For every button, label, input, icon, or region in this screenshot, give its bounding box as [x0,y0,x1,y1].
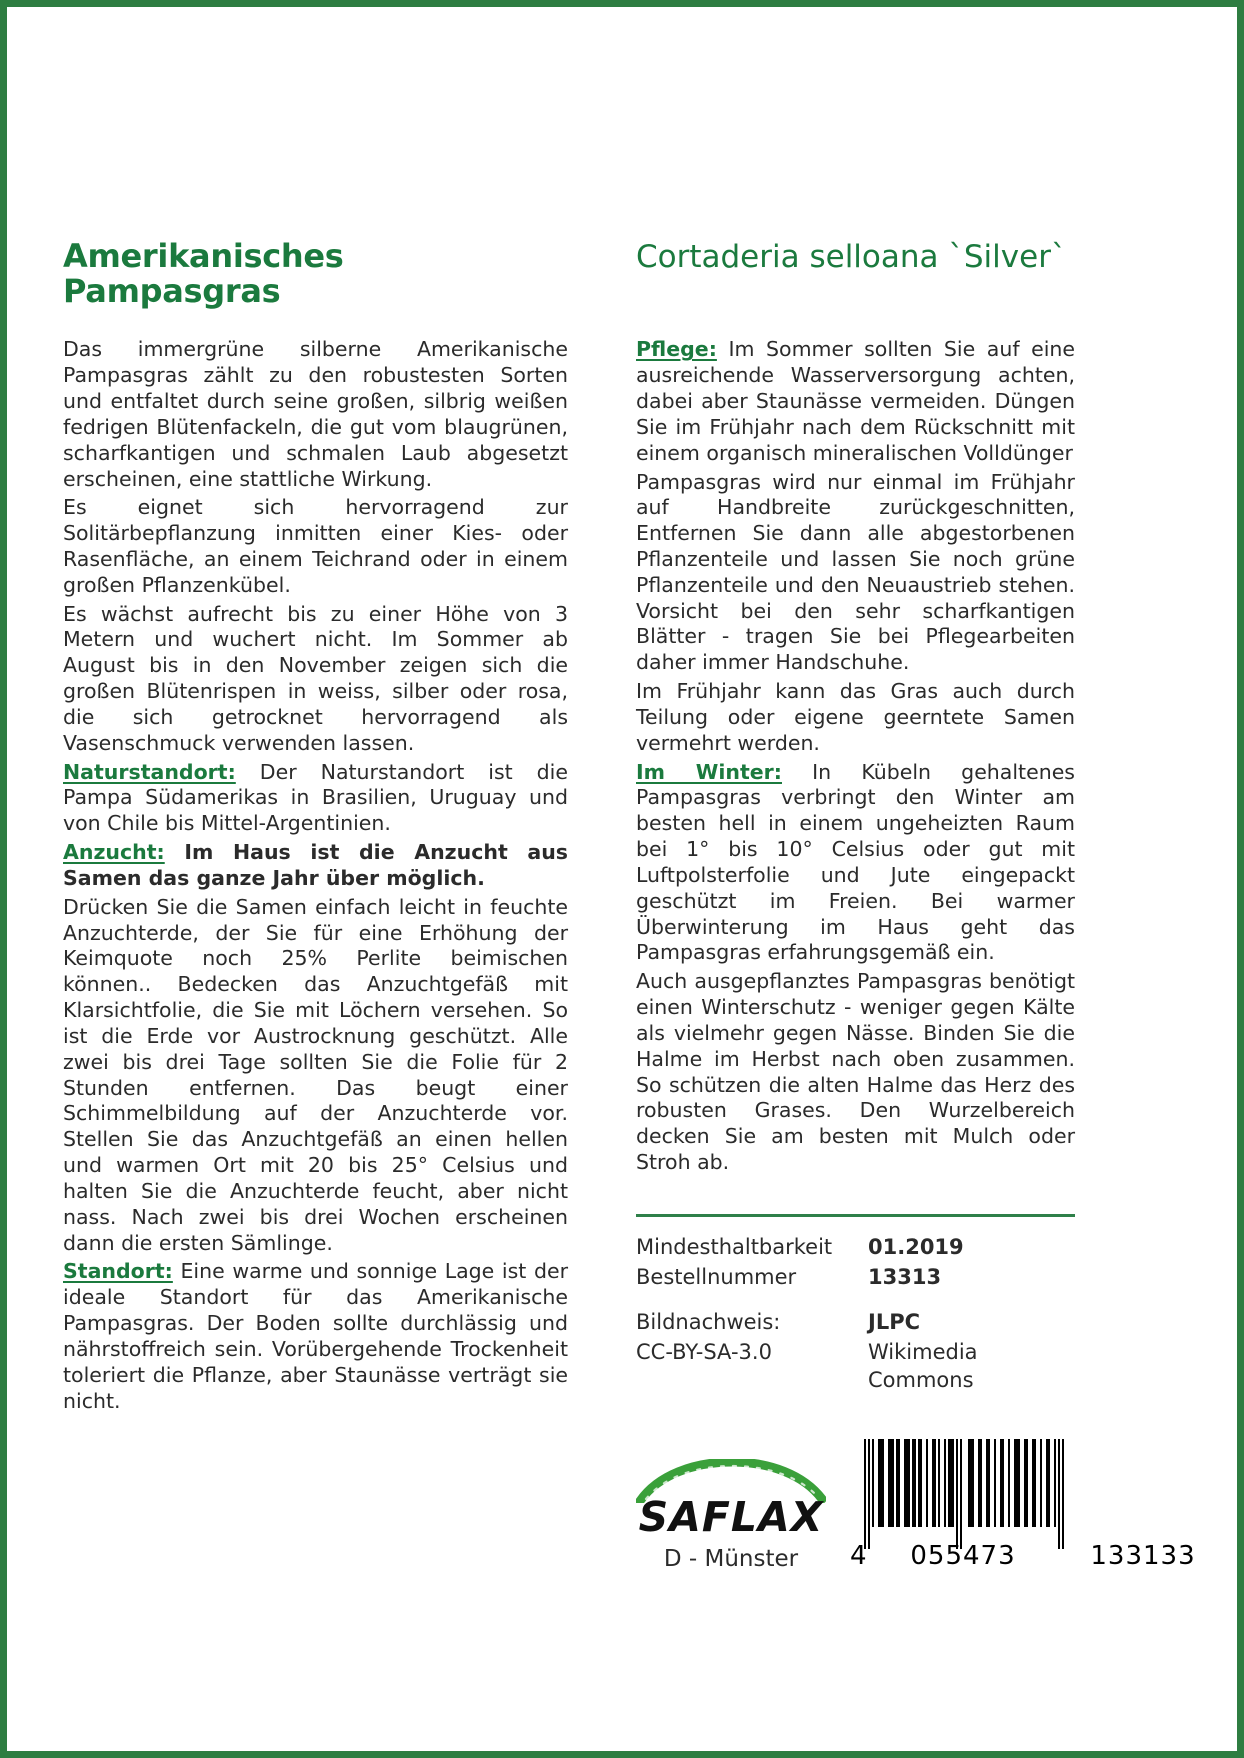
left-column [63,337,568,1570]
paragraph [63,1259,568,1414]
title-row [63,239,1075,309]
metadata-spacer [636,1294,1075,1308]
paragraph [636,470,1075,677]
paragraph-text: Drücken Sie die Samen einfach leicht in feuchte Anzuchterde, der Sie für eine Erhöhung der Keimquote noch 25% Perlite beimischen können.. Bedecken das Anzuchtgefäß mit Klarsichtfolie, die Sie mit Löchern versehen. So ist die Erde vor Austrocknung geschützt. Alle zwei bis drei Tage sollten Sie die Folie für 2 Stunden entfernen. Das beugt einer Schimmelbildung auf der Anzuchterde vor. Stellen Sie das Anzuchtgefäß an einen hellen und warmen Ort mit 20 bis 25° Celsius und halten Sie die Anzuchterde feucht, aber nicht nass. Nach zwei bis drei Wochen erscheinen dann die ersten Sämlinge. [63,894,568,1255]
body-columns [63,337,1196,1572]
paragraph-text: Im Frühjahr kann das Gras auch durch Teilung oder eigene geerntete Samen vermehrt werden. [636,679,1075,755]
section-heading: Naturstandort: [63,759,236,784]
barcode-first-digit: 4 [850,1540,868,1571]
metadata-row [636,1338,1075,1397]
footer-divider [636,1214,1075,1217]
left-paragraph-list [63,337,568,1414]
paragraph-text: Im Haus ist die Anzucht aus Samen das ganze Jahr über möglich. [63,840,568,890]
paragraph [636,679,1075,756]
metadata-row [636,1263,1075,1293]
section-heading: Anzucht: [63,840,165,865]
paragraph-text: Es wächst aufrecht bis zu einer Höhe von 3 Metern und wuchert nicht. Im Sommer ab August bis in den November zeigen sich die großen Blütenrispen in weiss, silber oder rosa, die sich getrocknet hervorragend als Vasenschmuck verwenden lassen. [63,601,568,755]
paragraph [63,337,568,492]
paragraph-text: Eine warme und sonnige Lage ist der ideale Standort für das Amerikanische Pampasgras. Der Boden sollte durchlässig und nährstoffreich sein. Vorübergehende Trockenheit toleriert die Pflanze, aber Staunässe verträgt sie nicht. [63,1259,568,1413]
botanical-name: Cortaderia selloana `Silver` [636,239,1067,275]
metadata-label: Mindesthaltbarkeit [636,1234,833,1259]
paragraph-text: Auch ausgepflanztes Pampasgras benötigt einen Winterschutz - weniger gegen Kälte als vielmehr gegen Nässe. Binden Sie die Halme im Herbst nach oben zusammen. So schützen die alten Halme das Herz des robusten Grases. Den Wurzelbereich decken Sie am besten mit Mulch oder Stroh ab. [636,969,1075,1175]
label-content [63,237,1196,1572]
paragraph-text: In Kübeln gehaltenes Pampasgras verbringt den Winter am besten hell in einem ungeheizten Raum bei 1° bis 10° Celsius oder gut mit Luftpolsterfolie und Jute eingepackt geschützt im Freien. Bei warmer Überwinterung im Haus geht das Pampasgras erfahrungsgemäß ein. [636,759,1075,965]
metadata-value: JLPC [868,1309,920,1334]
metadata-row [636,1308,1075,1338]
paragraph [636,969,1075,1176]
paragraph [63,602,568,757]
barcode-right-group: 133133 [1090,1540,1196,1571]
brand-logo [636,1459,826,1571]
metadata-label: Bestellnummer [636,1265,797,1290]
paragraph [63,760,568,837]
paragraph-text: Der Naturstandort ist die Pampa Südamerikas in Brasilien, Uruguay und von Chile bis Mittel-Argentinien. [63,759,568,836]
barcode [826,1439,1214,1571]
section-heading: Pflege: [636,337,717,362]
right-column [568,337,1196,1572]
metadata-value: 01.2019 [868,1234,964,1259]
section-heading: Im Winter: [636,759,782,784]
paragraph [63,895,568,1257]
brand-location: D - Münster [663,1545,799,1572]
brand-barcode-row [636,1439,1196,1572]
metadata-table [636,1233,1075,1397]
paragraph-text: Das immergrüne silberne Amerikanische Pampasgras zählt zu den robustesten Sorten und entfaltet durch seine großen, silbrig weißen fedrigen Blütenfackeln, die gut vom blaugrünen, scharfkantigen und schmalen Laub abgesetzt erscheinen, eine stattliche Wirkung. [63,337,568,491]
metadata-value: Wikimedia Commons [868,1339,978,1393]
metadata-label: CC-BY-SA-3.0 [636,1339,772,1364]
paragraph [63,840,568,892]
paragraph-text: Pampasgras wird nur einmal im Frühjahr auf Handbreite zurückgeschnitten, Entfernen Sie dann alle abgestorbenen Pflanzenteile und lassen Sie noch grüne Pflanzenteile und den Neuaustrieb stehen. Vorsicht bei den sehr scharfkantigen Blätter - tragen Sie bei Pflegearbeiten daher immer Handschuhe. [636,469,1075,675]
paragraph-text: Es eignet sich hervorragend zur Solitärbepflanzung inmitten einer Kies- oder Rasenfläche, an einem Teichrand oder in einem großen Pflanzenkübel. [63,495,568,597]
paragraph [636,337,1075,466]
page-title: Amerikanisches Pampasgras [63,237,344,311]
paragraph [636,760,1075,967]
metadata-row [636,1233,1075,1263]
paragraph [63,495,568,598]
barcode-left-group: 055473 [910,1540,1016,1571]
brand-name: SAFLAX [638,1492,824,1541]
metadata-value: 13313 [868,1265,942,1290]
metadata-label: Bildnachweis: [636,1309,781,1334]
section-heading: Standort: [63,1259,173,1284]
barcode-digits [850,1541,1214,1571]
right-paragraph-list [636,337,1075,1176]
paragraph-text: Im Sommer sollten Sie auf eine ausreichende Wasserversorgung achten, dabei aber Staunässe vermeiden. Düngen Sie im Frühjahr nach dem Rückschnitt mit einem organisch mineralischen Volldünger [636,337,1075,465]
